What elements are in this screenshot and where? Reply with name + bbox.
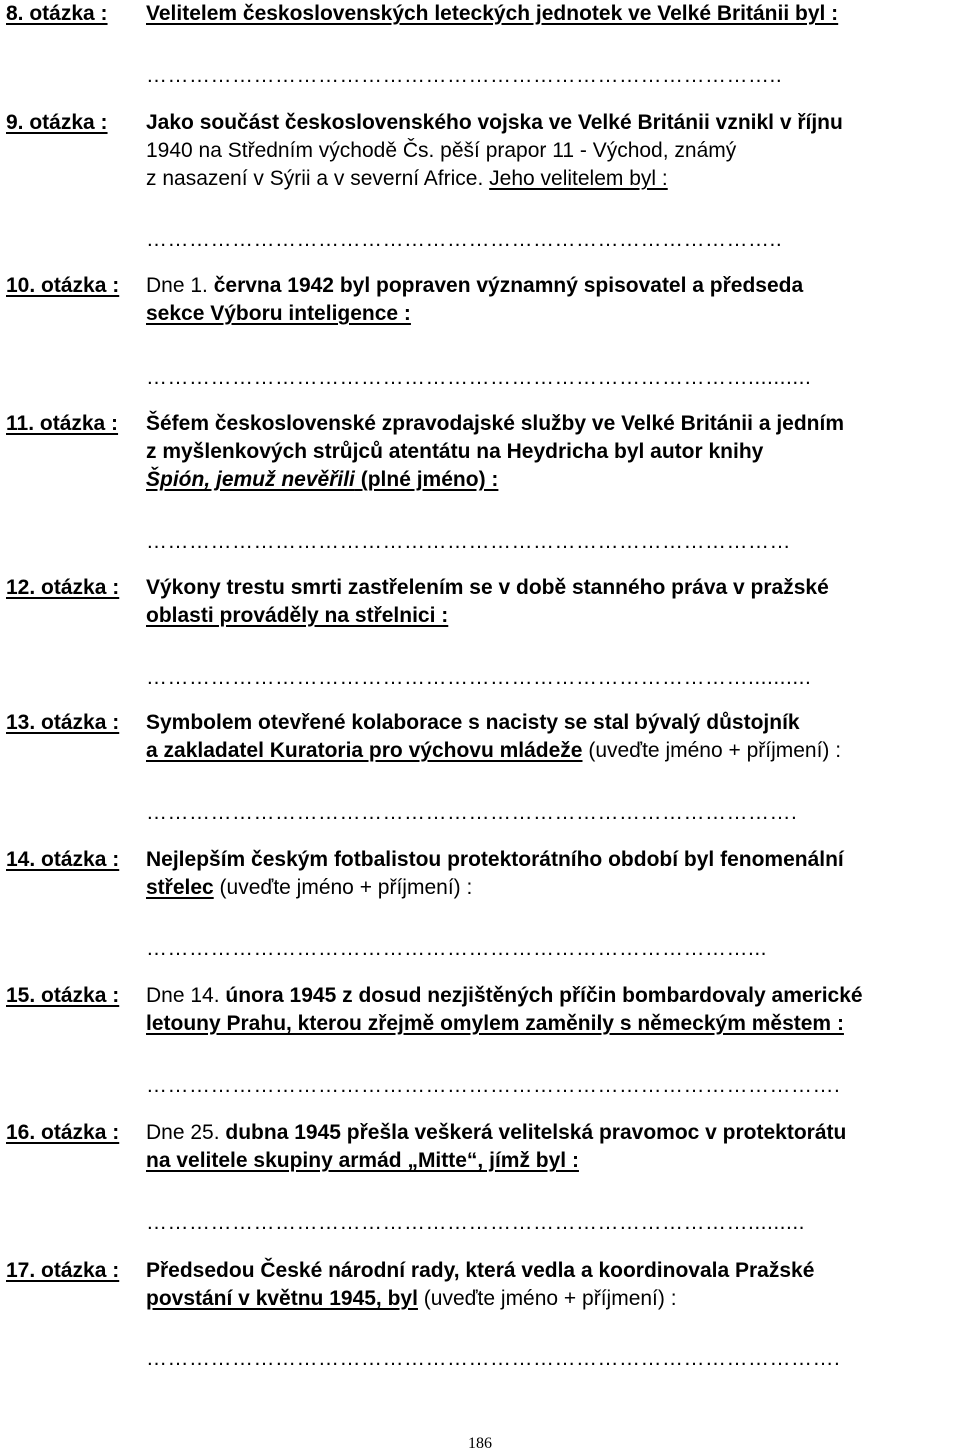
question-text-line bbox=[146, 709, 800, 737]
question-text-line bbox=[146, 1010, 844, 1038]
question-text-segment: Nejlepším českým fotbalistou protektorátního období byl fenomenální bbox=[146, 848, 844, 871]
question-text-segment: (uveďte jméno + příjmení) : bbox=[213, 876, 473, 899]
page-number: 186 bbox=[468, 1435, 492, 1452]
question-text-segment: Špión, jemuž nevěřili bbox=[146, 468, 355, 491]
answer-blank[interactable]: ………………………………………………………………………….......... bbox=[146, 666, 812, 689]
question-number: 10. otázka : bbox=[6, 274, 120, 297]
question-text-segment: (plné jméno) : bbox=[354, 468, 499, 491]
question-number: 9. otázka : bbox=[6, 111, 108, 134]
question-text-line bbox=[146, 466, 498, 494]
question-text-segment: letouny Prahu, kterou zřejmě omylem zaměnily s německým městem : bbox=[146, 1012, 844, 1035]
question-text-line bbox=[146, 1147, 579, 1175]
question-number: 13. otázka : bbox=[6, 711, 120, 734]
question-text-segment: (uveďte jméno + příjmení) : bbox=[582, 739, 842, 762]
question-text-line bbox=[146, 165, 668, 193]
answer-blank[interactable]: ………………………………………………………………………………. bbox=[146, 801, 798, 824]
question-text-line bbox=[146, 438, 763, 466]
question-text-line bbox=[146, 874, 472, 902]
question-text-segment: a zakladatel Kuratoria pro výchovu mládeže bbox=[146, 739, 583, 762]
question-label bbox=[6, 109, 108, 137]
question-text-line bbox=[146, 410, 844, 438]
answer-blank[interactable]: ……………………………………………………………………………………. bbox=[146, 1074, 841, 1097]
question-text-segment: Dne 25. bbox=[146, 1121, 226, 1144]
question-text-line bbox=[146, 1257, 814, 1285]
question-text-segment: 1940 na Středním východě Čs. pěší prapor 11 - Východ, známý bbox=[146, 139, 737, 162]
question-label bbox=[6, 1119, 119, 1147]
question-text-line bbox=[146, 602, 448, 630]
answer-blank[interactable]: …………………………………………………………………………….. bbox=[146, 228, 783, 251]
question-text-segment: na velitele skupiny armád „Mitte“, jímž byl : bbox=[146, 1149, 579, 1172]
question-text-line bbox=[146, 109, 843, 137]
question-text-segment: (uveďte jméno + příjmení) : bbox=[417, 1287, 677, 1310]
question-label bbox=[6, 410, 118, 438]
answer-blank[interactable]: ……………………………………………………………………………………. bbox=[146, 1347, 841, 1370]
answer-blank[interactable]: …………………………………………………………………………….. bbox=[146, 64, 783, 87]
question-label bbox=[6, 1257, 119, 1285]
question-text-line bbox=[146, 846, 844, 874]
question-text-segment: Dne 14. bbox=[146, 984, 226, 1007]
question-text-segment: sekce Výboru inteligence : bbox=[146, 302, 411, 325]
question-label bbox=[6, 272, 119, 300]
question-text-line bbox=[146, 272, 803, 300]
question-text-segment: Dne 1. bbox=[146, 274, 214, 297]
question-text-segment: června 1942 byl popraven významný spisovatel a předseda bbox=[213, 274, 804, 297]
answer-blank[interactable]: …………………………………………………………………………......... bbox=[146, 1211, 806, 1234]
question-text-segment: Předsedou České národní rady, která vedla a koordinovala Pražské bbox=[146, 1259, 815, 1282]
question-label bbox=[6, 0, 108, 28]
question-number: 12. otázka : bbox=[6, 576, 120, 599]
question-text-segment: z nasazení v Sýrii a v severní Africe. bbox=[146, 167, 490, 190]
question-text-segment: února 1945 z dosud nezjištěných příčin bombardovaly americké bbox=[225, 984, 863, 1007]
question-number: 16. otázka : bbox=[6, 1121, 120, 1144]
question-text-line bbox=[146, 300, 411, 328]
question-text-line bbox=[146, 137, 736, 165]
question-label bbox=[6, 982, 119, 1010]
question-text-segment: oblasti prováděly na střelnici : bbox=[146, 604, 449, 627]
question-number: 14. otázka : bbox=[6, 848, 120, 871]
question-text-line bbox=[146, 1285, 677, 1313]
question-text-segment: Symbolem otevřené kolaborace s nacisty se stal bývalý důstojník bbox=[146, 711, 800, 734]
question-number: 15. otázka : bbox=[6, 984, 120, 1007]
question-text-line bbox=[146, 574, 829, 602]
question-number: 11. otázka : bbox=[6, 412, 119, 435]
answer-blank[interactable]: ………………………………………………………………………….......... bbox=[146, 366, 812, 389]
question-label bbox=[6, 574, 119, 602]
question-label bbox=[6, 709, 119, 737]
answer-blank[interactable]: …………………………………………………………………………... bbox=[146, 937, 768, 960]
question-label bbox=[6, 846, 119, 874]
question-text-segment: Výkony trestu smrti zastřelením se v době stanného práva v pražské bbox=[146, 576, 829, 599]
question-text-segment: povstání v květnu 1945, byl bbox=[146, 1287, 418, 1310]
question-text-segment: dubna 1945 přešla veškerá velitelská pravomoc v protektorátu bbox=[225, 1121, 847, 1144]
question-text-segment: Jeho velitelem byl : bbox=[489, 167, 668, 190]
question-text-line bbox=[146, 1119, 846, 1147]
question-text-segment: Jako součást československého vojska ve Velké Británii vznikl v říjnu bbox=[146, 111, 843, 134]
question-text-segment: z myšlenkových strůjců atentátu na Heydricha byl autor knihy bbox=[146, 440, 764, 463]
question-text-line bbox=[146, 0, 838, 28]
question-number: 8. otázka : bbox=[6, 2, 108, 25]
question-text-segment: Velitelem československých leteckých jednotek ve Velké Británii byl : bbox=[146, 2, 839, 25]
question-text-segment: střelec bbox=[146, 876, 214, 899]
question-text-line bbox=[146, 737, 841, 765]
question-text-segment: Šéfem československé zpravodajské služby ve Velké Británii a jedním bbox=[146, 412, 845, 435]
question-number: 17. otázka : bbox=[6, 1259, 120, 1282]
question-text-line bbox=[146, 982, 863, 1010]
answer-blank[interactable]: ……………………………………………………………………………… bbox=[146, 530, 791, 553]
